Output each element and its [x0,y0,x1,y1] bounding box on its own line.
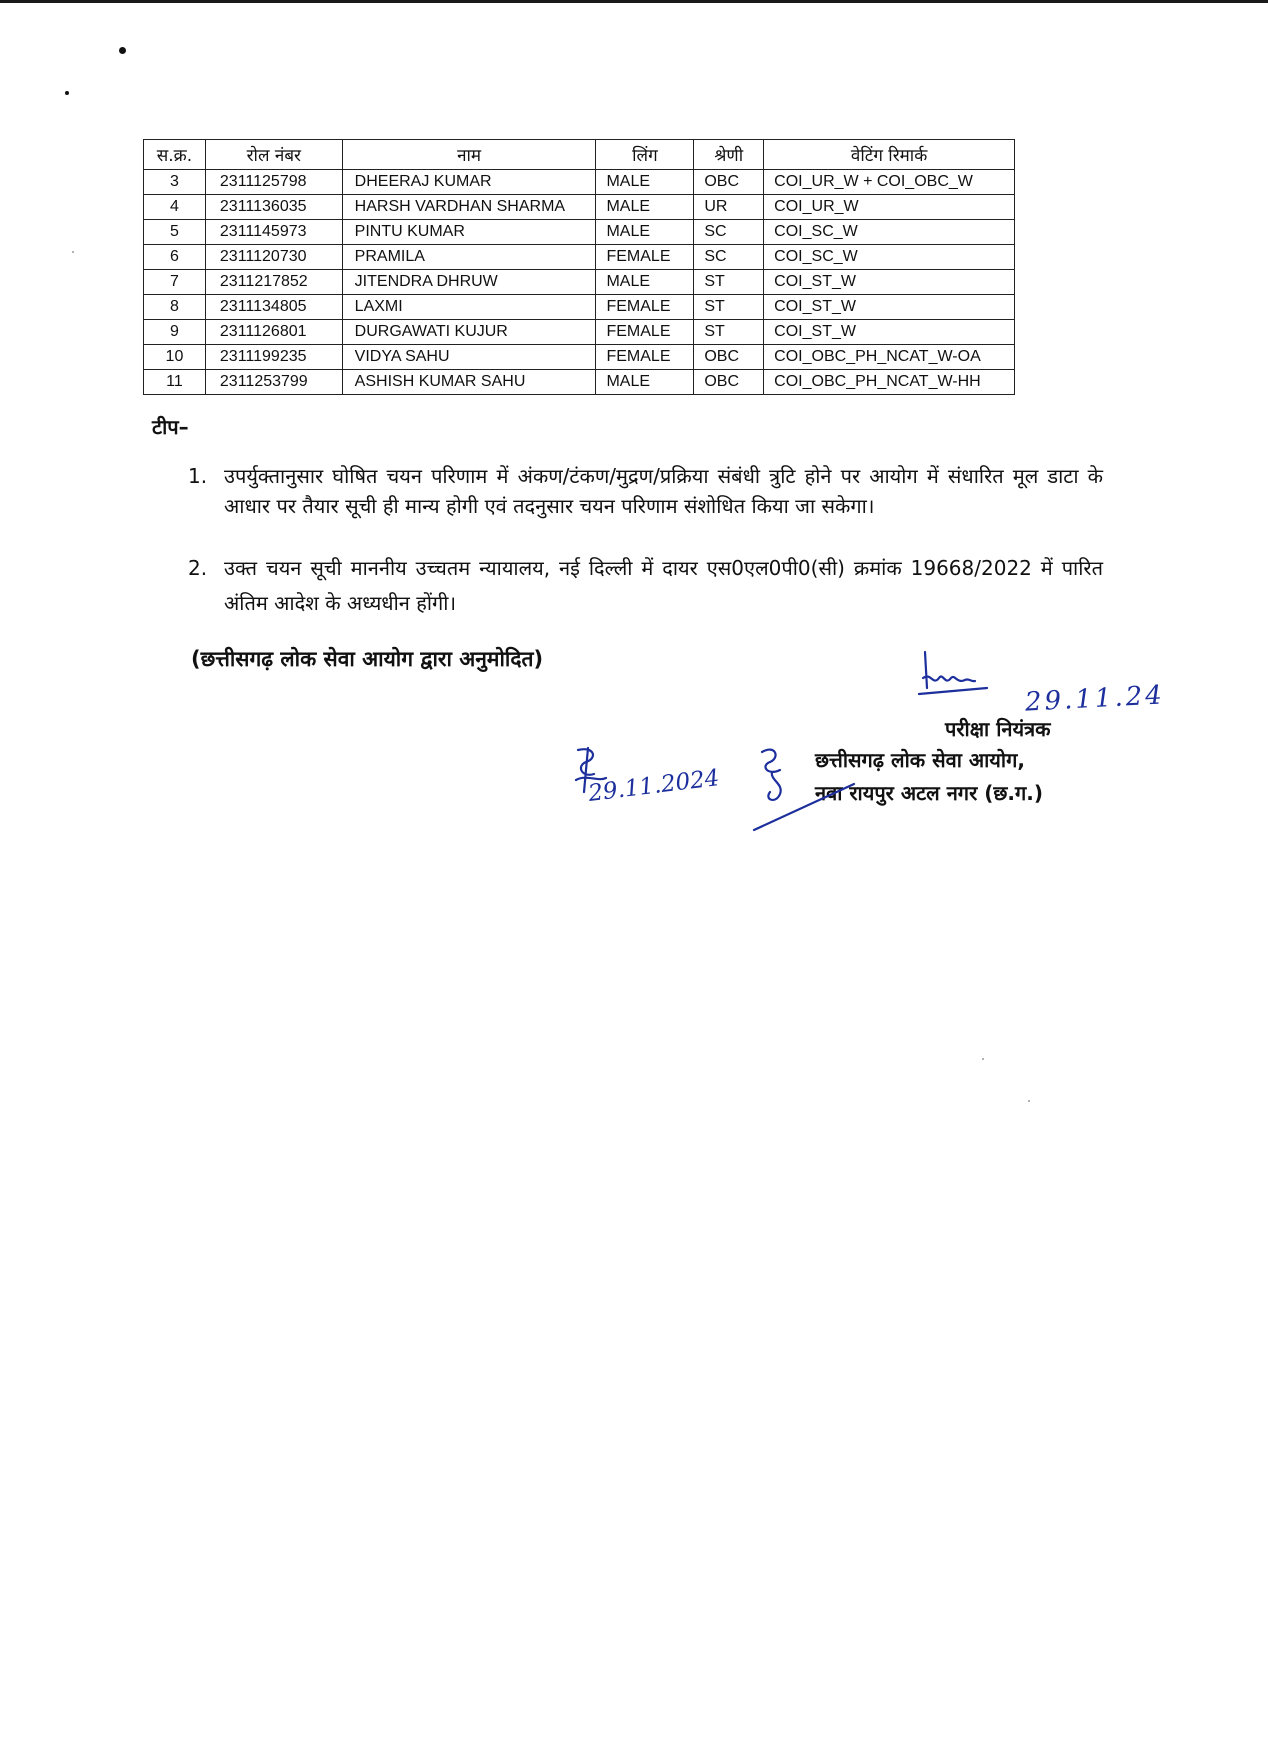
cell-name: DHEERAJ KUMAR [342,170,596,195]
cell-name: PRAMILA [342,245,596,270]
cell-gender: MALE [596,370,694,395]
cell-name: PINTU KUMAR [342,220,596,245]
cell-remark: COI_UR_W + COI_OBC_W [764,170,1015,195]
cell-category: ST [694,320,764,345]
approval-statement: (छत्तीसगढ़ लोक सेवा आयोग द्वारा अनुमोदित) [191,647,544,671]
note-item [188,551,1103,615]
cell-serial-no: 5 [144,220,206,245]
cell-name: VIDYA SAHU [342,345,596,370]
note-text: उक्त चयन सूची माननीय उच्चतम न्यायालय, नई दिल्ली में दायर एस0एल0पी0(सी) क्रमांक 19668/2022 में पारित अंतिम आदेश के अध्यधीन होंगी। [224,556,1103,615]
handwritten-date-left: 29.11.2024 [586,765,721,807]
cell-name: JITENDRA DHRUW [342,270,596,295]
cell-category: UR [694,195,764,220]
cell-roll-number: 2311120730 [205,245,342,270]
cell-serial-no: 6 [144,245,206,270]
table-row [144,270,1015,295]
cell-roll-number: 2311253799 [205,370,342,395]
cell-roll-number: 2311145973 [205,220,342,245]
table-header-row [144,140,1015,170]
cell-serial-no: 10 [144,345,206,370]
cell-remark: COI_OBC_PH_NCAT_W-OA [764,345,1015,370]
header-roll-number: रोल नंबर [205,140,342,170]
table-row [144,245,1015,270]
cell-remark: COI_ST_W [764,320,1015,345]
cell-gender: FEMALE [596,245,694,270]
table-row [144,195,1015,220]
cell-name: DURGAWATI KUJUR [342,320,596,345]
cell-name: LAXMI [342,295,596,320]
initial-signature-middle [750,744,862,834]
cell-remark: COI_UR_W [764,195,1015,220]
cell-category: OBC [694,345,764,370]
cell-roll-number: 2311134805 [205,295,342,320]
selection-table [143,139,1015,395]
cell-serial-no: 11 [144,370,206,395]
cell-serial-no: 3 [144,170,206,195]
cell-serial-no: 7 [144,270,206,295]
cell-name: ASHISH KUMAR SAHU [342,370,596,395]
scan-dot [119,47,126,54]
scan-top-edge [0,0,1268,3]
note-item [188,461,1103,553]
cell-remark: COI_ST_W [764,295,1015,320]
controller-signature [905,648,995,706]
cell-gender: MALE [596,195,694,220]
cell-remark: COI_SC_W [764,220,1015,245]
cell-remark: COI_ST_W [764,270,1015,295]
scan-dot [65,91,69,95]
scan-speck [72,251,74,253]
cell-gender: MALE [596,220,694,245]
cell-remark: COI_SC_W [764,245,1015,270]
table-row [144,345,1015,370]
cell-roll-number: 2311217852 [205,270,342,295]
cell-gender: FEMALE [596,295,694,320]
cell-category: SC [694,245,764,270]
note-text: उपर्युक्तानुसार घोषित चयन परिणाम में अंकण/टंकण/मुद्रण/प्रक्रिया संबंधी त्रुटि होने पर आयोग में संधारित मूल डाटा के आधार पर तैयार सूची ही मान्य होगी एवं तदनुसार चयन परिणाम संशोधित किया जा सकेगा। [224,464,1103,518]
office-line-1: छत्तीसगढ़ लोक सेवा आयोग, [815,748,1025,772]
table-row [144,370,1015,395]
cell-roll-number: 2311136035 [205,195,342,220]
cell-name: HARSH VARDHAN SHARMA [342,195,596,220]
office-line-2: नवा रायपुर अटल नगर (छ.ग.) [815,781,1043,805]
cell-gender: MALE [596,270,694,295]
handwritten-date-right: 29.11.24 [1024,680,1166,718]
cell-gender: FEMALE [596,320,694,345]
cell-category: OBC [694,370,764,395]
cell-category: OBC [694,170,764,195]
cell-serial-no: 4 [144,195,206,220]
table-row [144,220,1015,245]
header-name: नाम [342,140,596,170]
table-row [144,320,1015,345]
cell-roll-number: 2311126801 [205,320,342,345]
cell-category: SC [694,220,764,245]
cell-gender: MALE [596,170,694,195]
signatory-designation: परीक्षा नियंत्रक [945,717,1051,741]
cell-roll-number: 2311199235 [205,345,342,370]
cell-roll-number: 2311125798 [205,170,342,195]
cell-serial-no: 8 [144,295,206,320]
cell-gender: FEMALE [596,345,694,370]
table-row [144,170,1015,195]
cell-category: ST [694,295,764,320]
cell-serial-no: 9 [144,320,206,345]
cell-remark: COI_OBC_PH_NCAT_W-HH [764,370,1015,395]
note-number: 1. [188,464,208,488]
table-row [144,295,1015,320]
header-waiting-remark: वेटिंग रिमार्क [764,140,1015,170]
scan-speck [982,1058,984,1060]
header-serial-no: स.क्र. [144,140,206,170]
header-category: श्रेणी [694,140,764,170]
notes-heading: टीप– [152,415,189,439]
header-gender: लिंग [596,140,694,170]
cell-category: ST [694,270,764,295]
scan-speck [1028,1100,1030,1102]
note-number: 2. [188,556,208,580]
